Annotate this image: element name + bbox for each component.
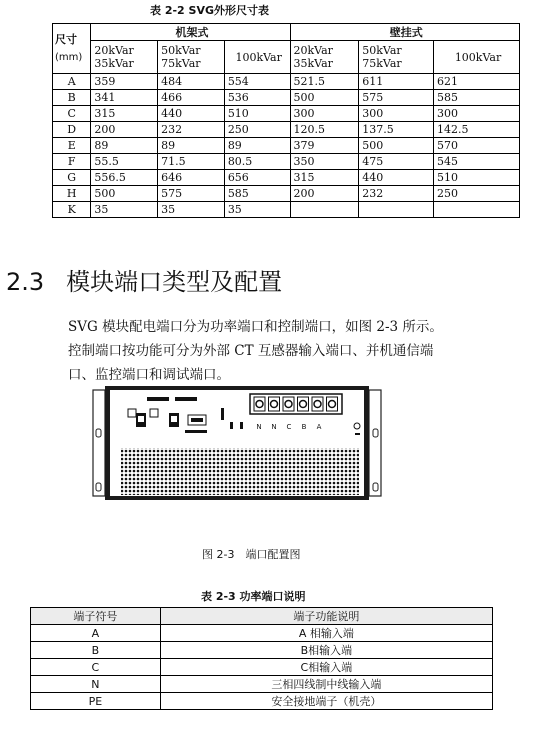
capacity-subheader — [359, 41, 434, 74]
dimension-value: 315 — [91, 106, 158, 122]
dimension-value: 71.5 — [158, 154, 225, 170]
dimension-value: 500 — [290, 90, 359, 106]
paragraph-line: 控制端口按功能可分为外部 CT 互感器输入端口、并机通信端 — [68, 343, 434, 359]
table-caption-2-2: 表 2-2 SVG外形尺寸表 — [150, 4, 269, 17]
table-row — [53, 154, 520, 170]
dimension-value: 466 — [158, 90, 225, 106]
power-port-table — [30, 607, 493, 710]
dimension-value: 510 — [434, 170, 520, 186]
terminal-symbol: N — [31, 676, 161, 693]
table-caption-2-3: 表 2-3 功率端口说明 — [201, 590, 306, 603]
capacity-label: 35kVar — [293, 57, 333, 70]
dimension-value: 585 — [224, 186, 290, 202]
dimension-label: B — [53, 90, 91, 106]
terminal-screw-icon — [256, 401, 263, 408]
capacity-label: 20kVar — [293, 44, 333, 57]
ground-mark — [355, 433, 360, 435]
right-mounting-ear — [369, 390, 381, 496]
dimension-value: 55.5 — [91, 154, 158, 170]
capacity-subheader — [91, 41, 158, 74]
col-header-symbol: 端子符号 — [31, 608, 161, 625]
terminal-symbol: B — [31, 642, 161, 659]
dimension-value: 250 — [224, 122, 290, 138]
dimension-value: 621 — [434, 74, 520, 90]
dimension-value: 315 — [290, 170, 359, 186]
dimension-value: 521.5 — [290, 74, 359, 90]
dimension-value: 570 — [434, 138, 520, 154]
dimension-value: 142.5 — [434, 122, 520, 138]
capacity-subheader — [434, 41, 520, 74]
dimension-value: 232 — [158, 122, 225, 138]
capacity-label: 50kVar — [362, 44, 402, 57]
group-header-rack: 机架式 — [91, 24, 290, 41]
terminal-function: 安全接地端子（机壳） — [160, 693, 492, 710]
dimension-label: E — [53, 138, 91, 154]
dimension-value: 484 — [158, 74, 225, 90]
dimension-value — [359, 202, 434, 218]
rj45-port-icon — [138, 416, 144, 422]
dimension-label: H — [53, 186, 91, 202]
dimension-value: 536 — [224, 90, 290, 106]
terminal-screw-icon — [329, 401, 336, 408]
dimension-value: 232 — [359, 186, 434, 202]
terminal-label: B — [301, 423, 307, 431]
dimension-value: 585 — [434, 90, 520, 106]
dimension-value: 440 — [158, 106, 225, 122]
terminal-label: N — [256, 423, 262, 431]
capacity-subheader — [224, 41, 290, 74]
dimension-value: 440 — [359, 170, 434, 186]
switch-icon — [221, 408, 224, 420]
dimension-value: 200 — [91, 122, 158, 138]
capacity-label: 100kVar — [454, 50, 502, 64]
terminal-screw-icon — [300, 401, 307, 408]
terminal-label: N — [271, 423, 277, 431]
dimension-value: 300 — [434, 106, 520, 122]
dimension-value: 341 — [91, 90, 158, 106]
size-header — [53, 24, 91, 74]
paragraph-line: 口、监控端口和调试端口。 — [68, 367, 230, 383]
capacity-label: 75kVar — [362, 57, 402, 70]
table-row — [53, 122, 520, 138]
paragraph-line: SVG 模块配电端口分为功率端口和控制端口，如图 2-3 所示。 — [68, 319, 443, 335]
terminal-label: C — [286, 423, 292, 431]
dimension-value: 89 — [158, 138, 225, 154]
dimension-value: 200 — [290, 186, 359, 202]
terminal-function: B相输入端 — [160, 642, 492, 659]
terminal-symbol: C — [31, 659, 161, 676]
left-mounting-ear — [93, 390, 105, 496]
dimension-value: 35 — [91, 202, 158, 218]
dimension-value: 611 — [359, 74, 434, 90]
capacity-label: 50kVar — [161, 44, 201, 57]
label-plate — [147, 397, 169, 401]
capacity-subheader — [290, 41, 359, 74]
dimension-value — [434, 202, 520, 218]
dimension-value — [290, 202, 359, 218]
table-row — [31, 676, 493, 693]
dimension-value: 350 — [290, 154, 359, 170]
section-number: 2.3 — [6, 268, 45, 296]
dimension-value: 500 — [91, 186, 158, 202]
group-header-wall: 壁挂式 — [290, 24, 519, 41]
dimension-value: 359 — [91, 74, 158, 90]
table-row — [53, 202, 520, 218]
capacity-label: 100kVar — [235, 50, 282, 64]
table-row — [31, 659, 493, 676]
table-row — [53, 170, 520, 186]
size-unit: (mm) — [55, 52, 83, 63]
figure-caption: 图 2-3 端口配置图 — [202, 548, 301, 561]
terminal-label: A — [316, 423, 322, 431]
dimension-value: 379 — [290, 138, 359, 154]
terminal-screw-icon — [314, 401, 321, 408]
size-label: 尺寸 — [55, 33, 77, 46]
terminal-screw-icon — [285, 401, 292, 408]
port-configuration-figure — [92, 385, 382, 501]
dimension-value: 250 — [434, 186, 520, 202]
dimension-value: 80.5 — [224, 154, 290, 170]
dimension-table — [52, 23, 520, 218]
rj45-port-icon — [171, 416, 177, 422]
col-header-function: 端子功能说明 — [160, 608, 492, 625]
terminal-symbol: A — [31, 625, 161, 642]
table-row — [53, 90, 520, 106]
marker-icon — [240, 422, 243, 429]
terminal-screw-icon — [271, 401, 278, 408]
dimension-value: 646 — [158, 170, 225, 186]
dimension-value: 120.5 — [290, 122, 359, 138]
section-title: 模块端口类型及配置 — [66, 268, 283, 296]
body-paragraph — [68, 315, 538, 387]
dimension-value: 500 — [359, 138, 434, 154]
dimension-label: A — [53, 74, 91, 90]
table-row — [31, 693, 493, 710]
dimension-label: C — [53, 106, 91, 122]
table-row — [31, 625, 493, 642]
dimension-value: 300 — [290, 106, 359, 122]
section-heading — [6, 262, 282, 297]
table-row — [53, 186, 520, 202]
dimension-value: 510 — [224, 106, 290, 122]
dimension-value: 656 — [224, 170, 290, 186]
capacity-label: 20kVar — [94, 44, 134, 57]
dimension-value: 556.5 — [91, 170, 158, 186]
dimension-value: 545 — [434, 154, 520, 170]
table-row — [53, 74, 520, 90]
dimension-value: 475 — [359, 154, 434, 170]
dimension-value: 89 — [224, 138, 290, 154]
dimension-value: 300 — [359, 106, 434, 122]
marker-icon — [230, 422, 233, 429]
dimension-value: 35 — [158, 202, 225, 218]
terminal-function: C相输入端 — [160, 659, 492, 676]
terminal-function: A 相输入端 — [160, 625, 492, 642]
table-row — [53, 138, 520, 154]
dimension-value: 554 — [224, 74, 290, 90]
dimension-label: G — [53, 170, 91, 186]
connector-icon — [191, 418, 203, 422]
ventilation-grille — [121, 448, 359, 495]
dimension-value: 137.5 — [359, 122, 434, 138]
terminal-symbol: PE — [31, 693, 161, 710]
dimension-label: K — [53, 202, 91, 218]
terminal-function: 三相四线制中线输入端 — [160, 676, 492, 693]
label-plate — [185, 430, 207, 433]
label-plate — [175, 397, 197, 401]
capacity-subheader — [158, 41, 225, 74]
dimension-value: 35 — [224, 202, 290, 218]
dimension-value: 575 — [359, 90, 434, 106]
dimension-value: 89 — [91, 138, 158, 154]
capacity-label: 75kVar — [161, 57, 201, 70]
table-row — [31, 642, 493, 659]
dimension-label: D — [53, 122, 91, 138]
table-row — [53, 106, 520, 122]
dimension-label: F — [53, 154, 91, 170]
dimension-value: 575 — [158, 186, 225, 202]
capacity-label: 35kVar — [94, 57, 134, 70]
